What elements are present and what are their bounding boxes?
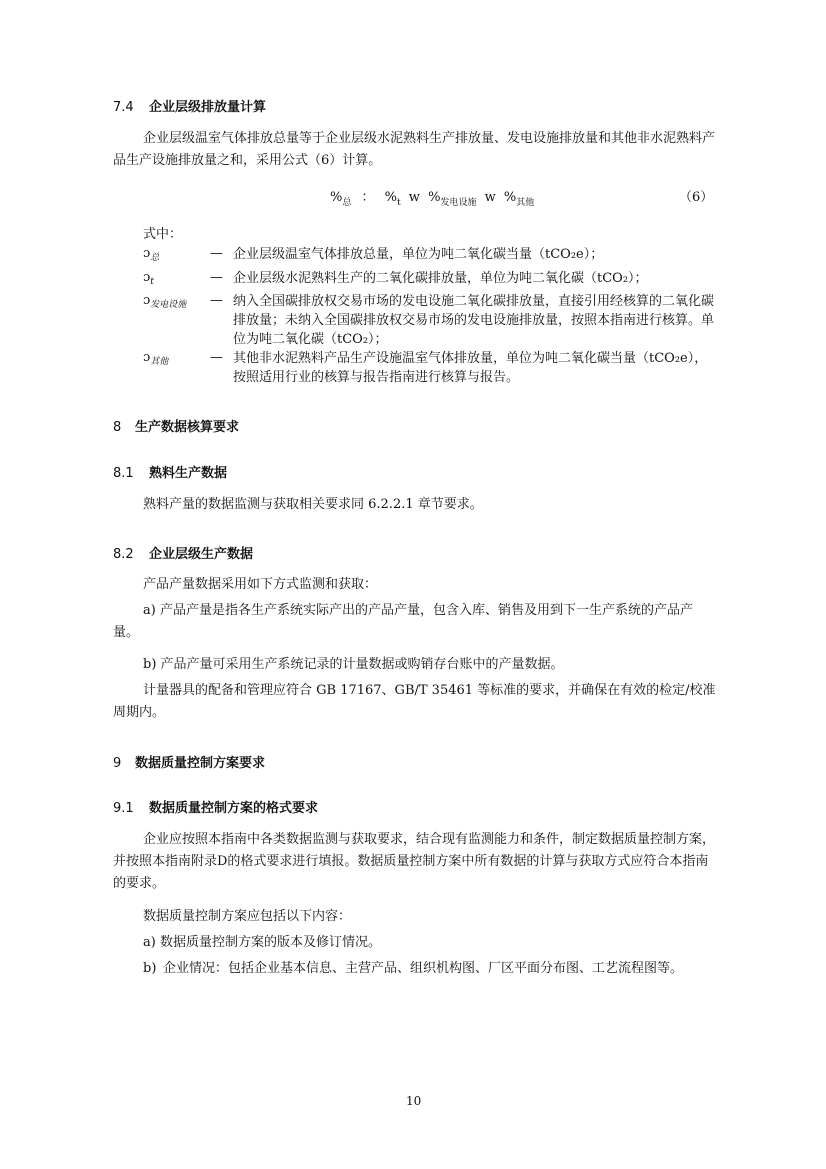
section-heading-9-1: 9.1 数据质量控制方案的格式要求 [113, 801, 319, 816]
def-dash: — [210, 270, 223, 285]
page-number: 10 [406, 1094, 422, 1108]
section-heading-9: 9 数据质量控制方案要求 [113, 756, 266, 771]
section-number: 7.4 [113, 100, 134, 115]
def-dash: — [210, 350, 223, 365]
def-text: 企业层级温室气体排放总量，单位为吨二氧化碳当量（tCO₂e）； [233, 247, 604, 262]
section-heading-8-2: 8.2 企业层级生产数据 [113, 547, 254, 562]
def-symbol: ɔ$_t$ [143, 270, 154, 287]
section-heading-7-4 [113, 96, 266, 115]
where-label: 式中： [143, 227, 183, 242]
equation-6: $\%_总$ ： $\%_t$ w $\%_{发电设施}$ w $\%_{其他}$ [330, 190, 535, 208]
def-text: 纳入全国碳排放权交易市场的发电设施二氧化碳排放量，直接引用经核算的二氧化碳排放量；未纳入全国碳排放权交易市场的发电设施排放量，按照本指南进行核算。单位为吨二氧化碳（tCO₂）； [233, 294, 715, 347]
def-dash: — [210, 293, 223, 308]
paragraph-9-1: 企业应按照本指南中各类数据监测与获取要求，结合现有监测能力和条件，制定数据质量控制方案，并按照本指南附录D的格式要求进行填报。数据质量控制方案中所有数据的计算与获取方式应符合本指南的要求。 [113, 832, 716, 891]
def-text: 其他非水泥熟料产品生产设施温室气体排放量，单位为吨二氧化碳当量（tCO₂e），按照适用行业的核算与报告指南进行核算与报告。 [233, 351, 708, 385]
equation-number: （6） [679, 190, 714, 205]
list-item-b: b) 产品产量可采用生产系统记录的计量数据或购销存台账中的产量数据。 [143, 657, 564, 672]
def-symbol: ɔ$_{其他}$ [143, 350, 169, 367]
paragraph-8-1: 熟料产量的数据监测与获取相关要求同 6.2.2.1 章节要求。 [143, 497, 483, 512]
section-heading-8-1: 8.1 熟料生产数据 [113, 466, 228, 481]
list-item-b-marker: b) [143, 961, 157, 976]
paragraph-8-2-metering: 计量器具的配备和管理应符合 GB 17167、GB/T 35461 等标准的要求，并确保在有效的检定/校准周期内。 [113, 683, 716, 720]
paragraph-9-1-intro: 数据质量控制方案应包括以下内容： [143, 909, 352, 924]
paragraph-8-2-intro: 产品产量数据采用如下方式监测和获取： [143, 577, 378, 592]
section-heading-8: 8 生产数据核算要求 [113, 420, 240, 435]
paragraph-7-4: 企业层级温室气体排放总量等于企业层级水泥熟料生产排放量、发电设施排放量和其他非水泥熟料产品生产设施排放量之和，采用公式（6）计算。 [113, 131, 716, 168]
section-title: 企业层级排放量计算 [149, 100, 267, 115]
def-symbol: ɔ$_{发电设施}$ [143, 293, 187, 310]
def-dash: — [210, 246, 223, 261]
list-item-a: a) 产品产量是指各生产系统实际产出的产品产量，包含入库、销售及用到下一生产系统的产品产量。 [113, 603, 693, 640]
list-item-b: 企业情况：包括企业基本信息、主营产品、组织机构图、厂区平面分布图、工艺流程图等。 [163, 961, 684, 976]
def-symbol: ɔ$_总$ [143, 246, 160, 263]
def-text: 企业层级水泥熟料生产的二氧化碳排放量，单位为吨二氧化碳（tCO₂）； [233, 271, 648, 286]
list-item-a: a) 数据质量控制方案的版本及修订情况。 [143, 935, 381, 950]
